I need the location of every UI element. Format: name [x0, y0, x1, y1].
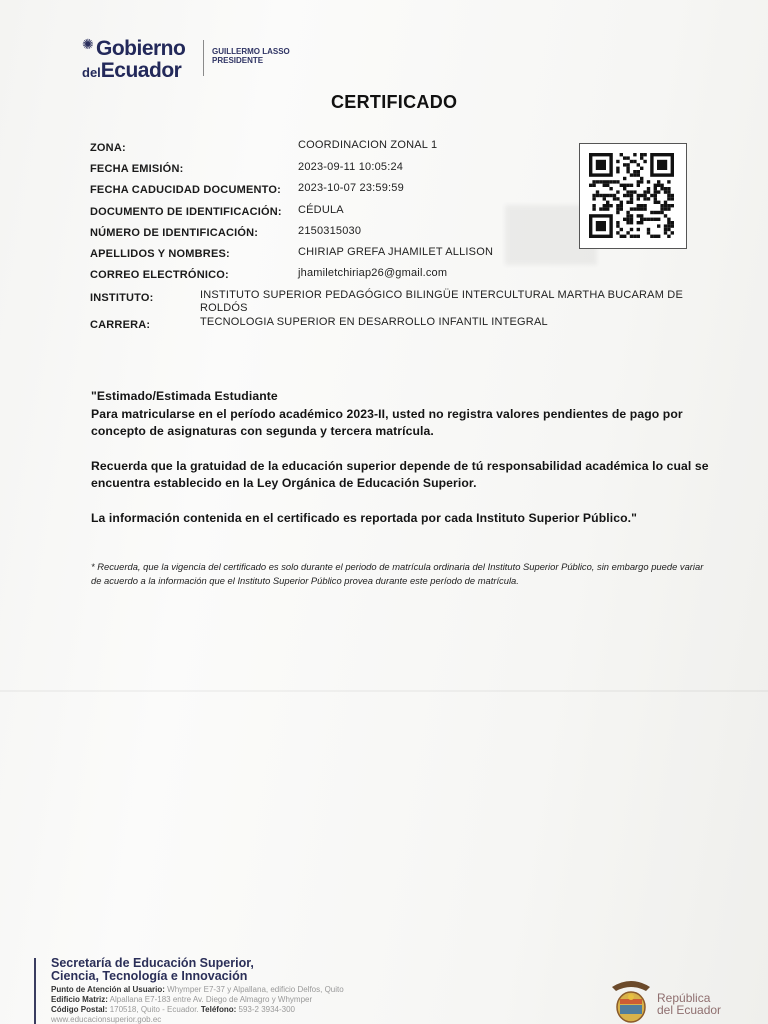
documento-value: CÉDULA: [298, 204, 344, 216]
paragraph-gratuidad: Recuerda que la gratuidad de la educación superior depende de tú responsabilidad académica lo cual se encuentra establecido en la Ley Orgánica de Educación Superior.: [91, 459, 709, 490]
zona-value: COORDINACION ZONAL 1: [298, 139, 438, 151]
instituto-label: INSTITUTO:: [90, 292, 154, 304]
footer-org-line1: Secretaría de Educación Superior,: [51, 956, 254, 970]
republica-label: [657, 992, 721, 1016]
main-building-label: Edificio Matriz:: [51, 995, 108, 1004]
website-link[interactable]: www.educacionsuperior.gob.ec: [51, 1015, 162, 1024]
numero-id-label: NÚMERO DE IDENTIFICACIÓN:: [90, 227, 259, 239]
logo-line2: [82, 60, 185, 84]
instituto-value: INSTITUTO SUPERIOR PEDAGÓGICO BILINGÜE INTERCULTURAL MARTHA BUCARAM DE ROLDÓS: [200, 289, 683, 314]
logo-line1: Gobierno: [96, 37, 186, 60]
zona-label: ZONA:: [90, 142, 126, 154]
nombres-value: CHIRIAP GREFA JHAMILET ALLISON: [298, 246, 494, 258]
paper-fold: [0, 690, 768, 692]
president-name: GUILLERMO LASSO: [212, 47, 290, 56]
footer-org: [51, 957, 254, 983]
president-block: [212, 47, 290, 65]
nombres-label: APELLIDOS Y NOMBRES:: [90, 248, 230, 260]
republica-line1: República: [657, 991, 711, 1005]
fecha-emision-value: 2023-09-11 10:05:24: [298, 161, 404, 173]
page-title: CERTIFICADO: [331, 92, 458, 112]
footer-contact: [51, 985, 344, 1024]
fecha-caducidad-value: 2023-10-07 23:59:59: [298, 182, 404, 194]
phone-label: Teléfono:: [200, 1005, 237, 1014]
footnote: * Recuerda, que la vigencia del certificado es solo durante el periodo de matrícula ordinaria del Instituto Superior Público, sin embargo puede variar de acuerdo a la información que el Instituto Superior Público provea durante este período de matrícula.: [91, 561, 704, 586]
attention-label: Punto de Atención al Usuario:: [51, 985, 165, 994]
correo-label: CORREO ELECTRÓNICO:: [90, 269, 229, 281]
sun-icon: ✺: [82, 36, 94, 52]
paragraph-matricula: Para matricularse en el período académico 2023-II, usted no registra valores pendientes de pago por concepto de asignaturas con segunda y tercera matrícula.: [91, 407, 683, 438]
carrera-label: CARRERA:: [90, 319, 151, 331]
correo-value: jhamiletchiriap26@gmail.com: [298, 267, 448, 279]
footer-org-line2: Ciencia, Tecnología e Innovación: [51, 969, 248, 983]
logo-del: del: [82, 65, 101, 80]
documento-label: DOCUMENTO DE IDENTIFICACIÓN:: [90, 206, 282, 218]
fecha-emision-label: FECHA EMISIÓN:: [90, 163, 184, 175]
greeting: "Estimado/Estimada Estudiante: [91, 389, 278, 403]
logo-ecuador: Ecuador: [100, 59, 182, 82]
president-title: PRESIDENTE: [212, 56, 264, 65]
fecha-caducidad-label: FECHA CADUCIDAD DOCUMENTO:: [90, 184, 281, 196]
attention-value: Whymper E7-37 y Alpallana, edificio Delfos, Quito: [167, 985, 344, 994]
postal-label: Código Postal:: [51, 1005, 108, 1014]
logo-divider: [203, 40, 204, 76]
footer-accent-bar: [34, 958, 36, 1024]
paragraph-informacion: La información contenida en el certificado es reportada por cada Instituto Superior Público.": [91, 511, 638, 525]
postal-value: 170518, Quito - Ecuador.: [109, 1005, 199, 1014]
main-building-value: Alpallana E7-183 entre Av. Diego de Almagro y Whymper: [109, 995, 313, 1004]
republica-line2: del Ecuador: [657, 1003, 722, 1017]
qr-code: [579, 143, 687, 249]
gobierno-logo: [82, 38, 185, 84]
carrera-value: TECNOLOGIA SUPERIOR EN DESARROLLO INFANTIL INTEGRAL: [200, 316, 548, 328]
numero-id-value: 2150315030: [298, 225, 362, 237]
phone-value: 593-2 3934-300: [238, 1005, 296, 1014]
qr-code-graphic: [589, 153, 677, 239]
coat-of-arms-icon: [606, 977, 656, 1024]
